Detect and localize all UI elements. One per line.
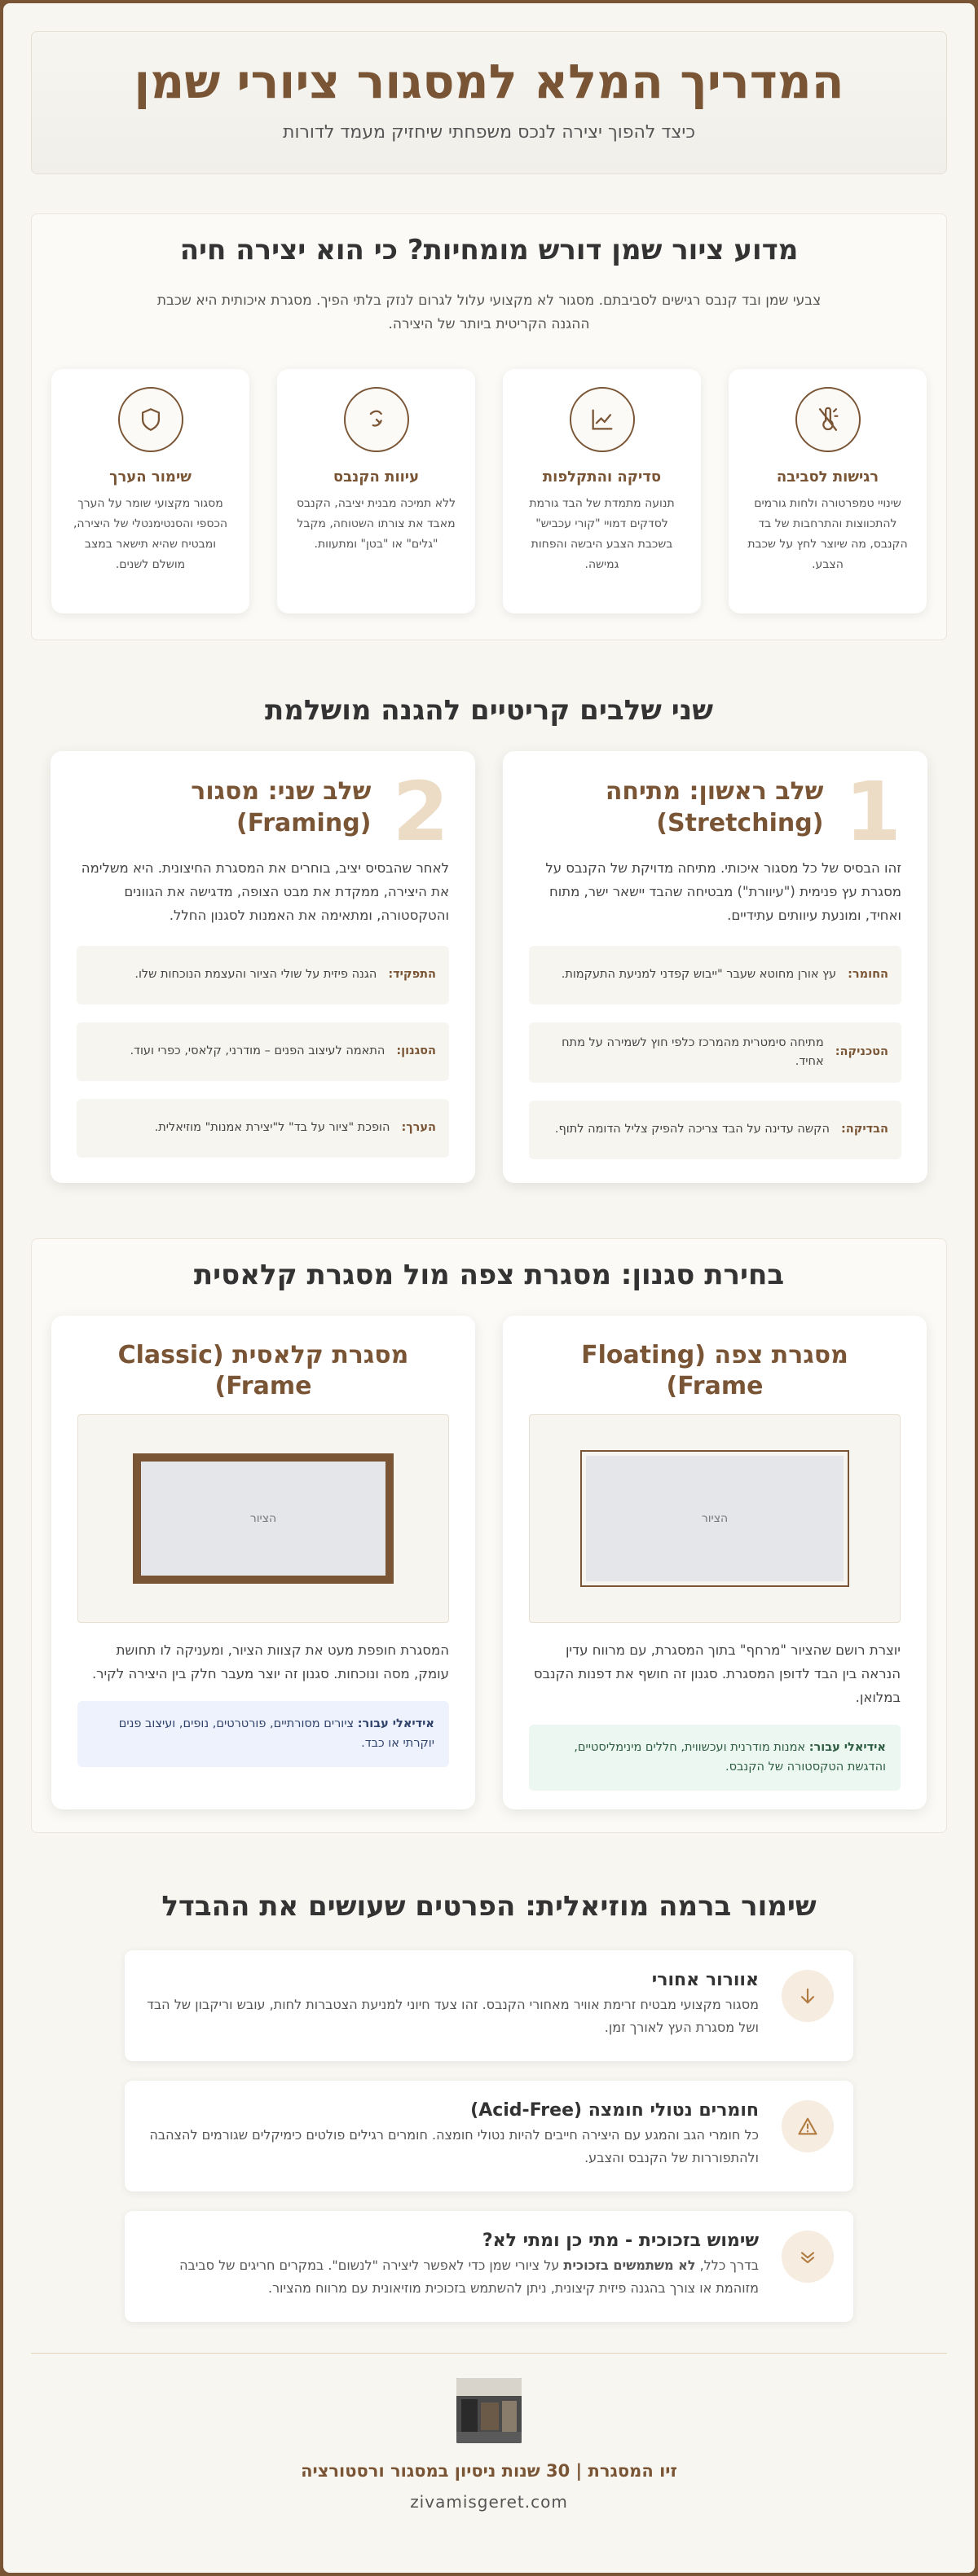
why-section (31, 213, 947, 640)
style-card-desc: המסגרת חופפת מעט את קצוות הציור, ומעניקה לו תחושת עומק, מסה ונוכחות. סגנון זה יוצר מעבר חלק בין היצירה לקיר. (91, 1642, 449, 1681)
style-title: בחירת סגנון: מסגרת צפה מול מסגרת קלאסית (193, 1259, 785, 1291)
detail-label: התפקיד: (388, 968, 436, 982)
hero (31, 31, 947, 174)
step-detail (77, 1022, 449, 1081)
card-text: שינויי טמפרטורה ולחות גורמים להתכווצות והתרחבות של בד הקנבס, מה שיוצר לחץ על שכבת הצבע. (747, 496, 908, 572)
detail-label: הטכניקה: (835, 1045, 888, 1059)
ideal-label: אידיאלי עבור: (357, 1717, 434, 1730)
why-title: מדוע ציור שמן דורש מומחיות? כי הוא יצירה חיה (179, 234, 799, 266)
steps-title: שני שלבים קריטיים להגנה מושלמת (265, 694, 713, 727)
item-text: כל חומרי הגב והמגע עם היצירה חייבים להיות נטולי חומצה. חומרים רגילים פולטים כימיקלים שגורמים להצהבה ולהתפוררות של הקנבס והצבע. (149, 2127, 759, 2165)
warp-icon (344, 387, 409, 452)
list-item (125, 2211, 853, 2322)
footer (31, 2353, 947, 2512)
floating-frame-outer (580, 1450, 849, 1587)
card-title: רגישות לסביבה (776, 468, 879, 486)
style-card-floating (503, 1316, 927, 1809)
painting-placeholder: הציור (133, 1453, 394, 1584)
style-card-title: מסגרת צפה (Floating Frame) (581, 1341, 848, 1400)
page-title: המדריך המלא למסגור ציורי שמן (134, 54, 844, 109)
style-card-title: מסגרת קלאסית (Classic Frame) (117, 1341, 409, 1400)
shield-icon (118, 387, 183, 452)
detail-label: הבדיקה: (840, 1123, 888, 1136)
style-section (31, 1238, 947, 1833)
step-title: שלב שני: מסגור (Framing) (191, 777, 372, 837)
ideal-label: אידיאלי עבור: (808, 1740, 886, 1754)
step-detail (529, 1022, 901, 1083)
footer-url[interactable]: zivamisgeret.com (410, 2492, 568, 2512)
step-detail (77, 946, 449, 1004)
step-number: 1 (844, 764, 901, 859)
item-text: מסגור מקצועי מבטיח זרימת אוויר מאחורי הקנבס. זהו צעד חיוני למניעת הצטברות לחות, עובש וריקבון של הבד ושל מסגרת העץ לאורך זמן. (147, 1997, 759, 2035)
list-item (125, 1950, 853, 2061)
painting-placeholder: הציור (586, 1456, 844, 1581)
museum-list (125, 1950, 853, 2322)
card-warping (277, 369, 475, 613)
detail-text: התאמה לעיצוב הפנים – מודרני, קלאסי, כפרי ועוד. (130, 1044, 385, 1058)
detail-text: מתיחה סימטרית מהמרכז כלפי חוץ לשמירה על מתח אחיד. (562, 1035, 824, 1068)
logo-image (456, 2378, 522, 2443)
arrow-down-icon (782, 1970, 834, 2022)
step-title: שלב ראשון: מתיחה (Stretching) (605, 777, 824, 837)
list-item (125, 2081, 853, 2191)
page-subtitle: כיצד להפוך יצירה לנכס משפחתי שיחזיק מעמד לדורות (283, 121, 695, 143)
detail-text: הופכת "ציור על בד" ל"יצירת אמנות" מוזיאלית. (154, 1121, 390, 1135)
ideal-for-box (529, 1725, 901, 1791)
item-title: שימוש בזכוכית - מתי כן ומתי לא? (482, 2231, 759, 2251)
steps (31, 751, 947, 1183)
ideal-for-box (77, 1701, 449, 1767)
style-card-classic (51, 1316, 475, 1809)
card-cracking (503, 369, 701, 613)
detail-label: הסגנון: (396, 1044, 436, 1058)
detail-label: החומר: (848, 968, 888, 982)
item-title: חומרים נטולי חומצה (Acid-Free) (470, 2100, 759, 2121)
page-frame (3, 3, 975, 2573)
step-card-framing (51, 751, 475, 1183)
thermometer-icon (795, 387, 861, 452)
detail-label: הערך: (401, 1121, 436, 1135)
chevrons-down-icon (782, 2231, 834, 2283)
step-body: זהו הבסיס של כל מסגור איכותי. מתיחה מדויקת של הקנבס על מסגרת עץ פנימית ("עיוורת") מבטיחה שהבד יישאר ישר, מתוח ואחיד, ומונעת עיוותים עתידיים. (545, 860, 901, 923)
card-title: סדיקה והתקלפות (542, 468, 662, 486)
ideal-text: אמנות מודרנית ועכשווית, חללים מינימליסטיים, והדגשת הטקסטורה של הקנבס. (574, 1740, 886, 1774)
step-card-stretching (503, 751, 927, 1183)
detail-text: הגנה פיזית על שולי הציור והעצמת הנוכחות שלו. (134, 968, 377, 982)
step-detail (529, 1101, 901, 1159)
card-sensitivity (729, 369, 927, 613)
museum-title: שימור ברמה מוזיאלית: הפרטים שעושים את ההבדל (161, 1890, 817, 1923)
classic-frame-demo (77, 1414, 449, 1623)
why-intro: צבעי שמן ובד קנבס רגישים לסביבתם. מסגור לא מקצועי עלול לגרום לנזק בלתי הפיך. מסגרת איכותית היא שכבת ההגנה הקריטית ביותר של היצירה. (156, 292, 822, 332)
card-value (51, 369, 249, 613)
style-card-desc: יוצרת רושם שהציור "מרחף" בתוך המסגרת, עם מרווח עדין הנראה בין הבד לדופן המסגרת. סגנון זה חושף את דפנות הקנבס במלואן. (533, 1642, 901, 1705)
detail-text: עץ אורן מחוטא שעבר "ייבוש קפדני למניעת התעקמות. (561, 968, 837, 982)
card-text: ללא תמיכה מבנית יציבה, הקנבס מאבד את צורתו השטוחה, מקבל "גלים" או "בטן" ומתעוות. (296, 496, 456, 552)
item-text-post: על ציורי שמן כדי לאפשר ליצירה "לנשום". במקרים חריגים של סביבה מזוהמת או צורך בהגנה פיזית קיצונית, ניתן להשתמש בזכוכית מוזיאונית עם מרווח מהציור. (179, 2257, 759, 2296)
step-detail (529, 946, 901, 1004)
footer-brand: זיו המסגרת | 30 שנות ניסיון במסגור ורסטורציה (301, 2461, 677, 2481)
item-text-bold: לא משתמשים בזכוכית (563, 2257, 696, 2273)
floating-frame-demo (529, 1414, 901, 1623)
why-cards (51, 369, 927, 613)
detail-text: הקשה עדינה על הבד צריכה להפיק צליל הדומה לתוף. (554, 1123, 830, 1136)
card-text: תנועה מתמדת של הבד גורמת לסדקים דמויי "קורי עכביש" בשכבת הצבע היבשה והפחות גמישה. (529, 496, 675, 572)
step-detail (77, 1099, 449, 1158)
item-text-pre: בדרך כלל, (695, 2257, 759, 2273)
step-number: 2 (392, 764, 449, 859)
ideal-text: ציורים מסורתיים, פורטרטים, נופים, ועיצוב פנים יוקרתי או כבד. (118, 1717, 434, 1751)
chart-icon (570, 387, 635, 452)
step-body: לאחר שהבסיס יציב, בוחרים את המסגרת החיצונית. היא משלימה את היצירה, ממקדת את מבט הצופה, מדגישה את הגוונים והטקסטורה, ומתאימה את האמנות לסגנון החלל. (81, 860, 449, 923)
card-title: שימור הערך (109, 468, 192, 486)
card-text: מסגור מקצועי שומר על הערך הכספי והסנטימנטלי של היצירה, ומבטיח שהיא תישאר במצב מושלם לשנים. (73, 496, 228, 572)
warning-icon (782, 2100, 834, 2152)
item-text (144, 2254, 759, 2300)
card-title: עיוות הקנבס (333, 468, 420, 486)
item-title: אוורור אחורי (651, 1970, 759, 1990)
